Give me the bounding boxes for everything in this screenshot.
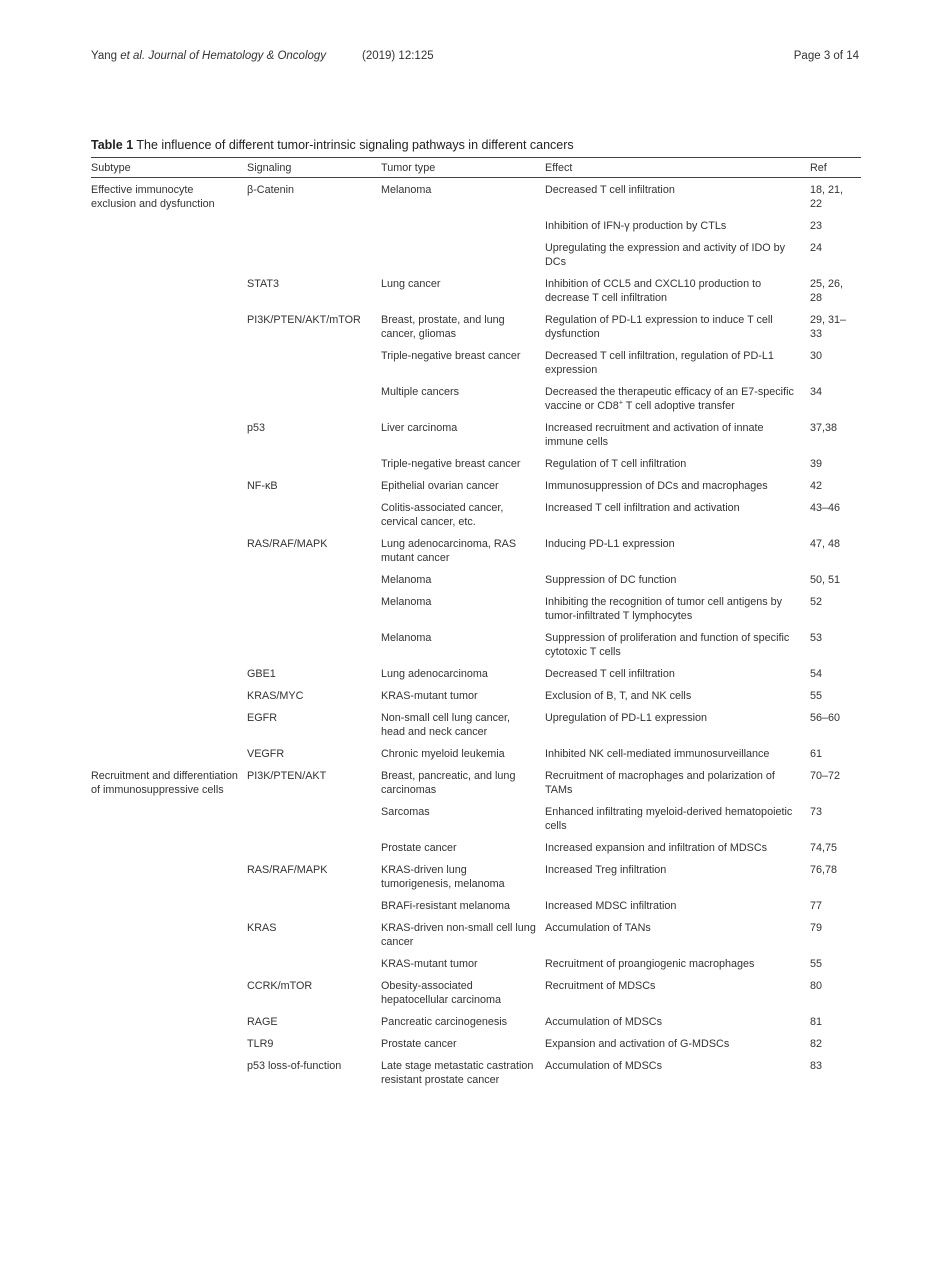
- cell-tumor-type: KRAS-driven non-small cell lung cancer: [381, 922, 536, 948]
- cell-tumor-type: BRAFi-resistant melanoma: [381, 900, 511, 912]
- table-row: [91, 685, 861, 707]
- cell-effect: Immunosuppression of DCs and macrophages: [545, 480, 768, 492]
- cell-ref: 37,38: [810, 422, 838, 434]
- cell-subtype: Effective immunocyte exclusion and dysfunction: [91, 184, 215, 210]
- cell-effect: Inhibiting the recognition of tumor cell antigens by tumor-infiltrated T lymphocytes: [545, 596, 783, 622]
- cell-ref: 52: [810, 596, 823, 608]
- table-row: [91, 917, 861, 953]
- cell-tumor-type: Sarcomas: [381, 806, 430, 818]
- cell-subtype: [91, 1011, 247, 1033]
- cell-subtype: [91, 685, 247, 707]
- cell-effect: Inhibition of CCL5 and CXCL10 production to decrease T cell infiltration: [545, 278, 762, 304]
- column-header-effect: Effect: [545, 158, 810, 178]
- cell-tumor-type: Triple-negative breast cancer: [381, 458, 521, 470]
- cell-ref: 81: [810, 1016, 823, 1028]
- cell-tumor-type: Melanoma: [381, 184, 432, 196]
- cell-subtype: [91, 381, 247, 417]
- cell-ref: 55: [810, 958, 823, 970]
- cell-tumor-type: Obesity-associated hepatocellular carcinoma: [381, 980, 502, 1006]
- cell-ref: 42: [810, 480, 823, 492]
- cell-effect: Inhibited NK cell-mediated immunosurveillance: [545, 748, 770, 760]
- cell-effect: Recruitment of proangiogenic macrophages: [545, 958, 755, 970]
- cell-effect: Recruitment of macrophages and polarization of TAMs: [545, 770, 775, 796]
- cell-signaling: STAT3: [247, 278, 279, 290]
- table-row: [91, 453, 861, 475]
- cell-effect: Recruitment of MDSCs: [545, 980, 656, 992]
- table-row: [91, 765, 861, 801]
- cell-ref: 30: [810, 350, 823, 362]
- table-row: [91, 591, 861, 627]
- cell-signaling: [247, 215, 381, 237]
- table-row: [91, 569, 861, 591]
- cell-ref: 53: [810, 632, 823, 644]
- table-row: [91, 381, 861, 417]
- cell-subtype: [91, 917, 247, 953]
- cell-signaling: KRAS/MYC: [247, 690, 304, 702]
- cell-signaling: CCRK/mTOR: [247, 980, 313, 992]
- cell-effect: Increased T cell infiltration and activation: [545, 502, 740, 514]
- table-body: [91, 178, 861, 1092]
- cell-signaling: [247, 237, 381, 273]
- cell-signaling: EGFR: [247, 712, 277, 724]
- table-row: [91, 273, 861, 309]
- table-row: [91, 837, 861, 859]
- cell-subtype: [91, 859, 247, 895]
- table-row: [91, 309, 861, 345]
- cell-subtype: [91, 273, 247, 309]
- cell-subtype: [91, 975, 247, 1011]
- cell-effect: Inducing PD-L1 expression: [545, 538, 675, 550]
- cell-ref: 77: [810, 900, 823, 912]
- cell-subtype: [91, 533, 247, 569]
- table-row: [91, 663, 861, 685]
- cell-effect: Decreased T cell infiltration: [545, 184, 675, 196]
- cell-subtype: [91, 237, 247, 273]
- cell-effect: Regulation of PD-L1 expression to induce T cell dysfunction: [545, 314, 773, 340]
- cell-signaling: PI3K/PTEN/AKT: [247, 770, 327, 782]
- cell-subtype: [91, 837, 247, 859]
- cell-subtype: [91, 627, 247, 663]
- cell-ref: 34: [810, 386, 823, 398]
- table-row: [91, 801, 861, 837]
- cell-ref: 18, 21, 22: [810, 184, 844, 210]
- cell-tumor-type: Lung adenocarcinoma: [381, 668, 488, 680]
- cell-signaling: VEGFR: [247, 748, 285, 760]
- cell-subtype: [91, 895, 247, 917]
- cell-subtype: [91, 497, 247, 533]
- cell-ref: 80: [810, 980, 823, 992]
- cell-effect: Expansion and activation of G-MDSCs: [545, 1038, 730, 1050]
- table-row: [91, 895, 861, 917]
- cell-effect: Accumulation of MDSCs: [545, 1060, 663, 1072]
- cell-signaling: [247, 497, 381, 533]
- cell-ref: 39: [810, 458, 823, 470]
- table-row: [91, 417, 861, 453]
- cell-tumor-type: Lung cancer: [381, 278, 441, 290]
- cell-ref: 76,78: [810, 864, 838, 876]
- cell-tumor-type: Melanoma: [381, 632, 432, 644]
- column-header-signaling: Signaling: [247, 158, 381, 178]
- cell-effect: Increased Treg infiltration: [545, 864, 667, 876]
- cell-tumor-type: Non-small cell lung cancer, head and neck cancer: [381, 712, 511, 738]
- data-table: [91, 157, 861, 1091]
- cell-ref: 23: [810, 220, 823, 232]
- cell-effect: Decreased the therapeutic efficacy of an E7-specific vaccine or CD8+ T cell adoptive transfer: [545, 386, 794, 412]
- cell-subtype: [91, 953, 247, 975]
- cell-ref: 82: [810, 1038, 823, 1050]
- table-row: [91, 533, 861, 569]
- table-row: [91, 707, 861, 743]
- column-header-tumor-type: Tumor type: [381, 158, 545, 178]
- cell-subtype: [91, 801, 247, 837]
- cell-subtype: [91, 417, 247, 453]
- cell-tumor-type: Late stage metastatic castration resistant prostate cancer: [381, 1060, 534, 1086]
- cell-ref: 55: [810, 690, 823, 702]
- cell-subtype: [91, 475, 247, 497]
- cell-signaling: [247, 591, 381, 627]
- cell-signaling: RAS/RAF/MAPK: [247, 864, 328, 876]
- cell-ref: 73: [810, 806, 823, 818]
- cell-signaling: [247, 801, 381, 837]
- table-row: [91, 497, 861, 533]
- cell-effect: Accumulation of TANs: [545, 922, 651, 934]
- cell-subtype: [91, 1033, 247, 1055]
- cell-subtype: [91, 309, 247, 345]
- cell-tumor-type: Prostate cancer: [381, 1038, 457, 1050]
- cell-subtype: [91, 663, 247, 685]
- cell-tumor-type: Lung adenocarcinoma, RAS mutant cancer: [381, 538, 517, 564]
- cell-tumor-type: Pancreatic carcinogenesis: [381, 1016, 508, 1028]
- cell-ref: 54: [810, 668, 823, 680]
- cell-tumor-type: Epithelial ovarian cancer: [381, 480, 499, 492]
- cell-signaling: GBE1: [247, 668, 276, 680]
- cell-effect: Upregulating the expression and activity of IDO by DCs: [545, 242, 786, 268]
- cell-tumor-type: KRAS-mutant tumor: [381, 690, 478, 702]
- cell-ref: 74,75: [810, 842, 838, 854]
- cell-subtype: [91, 569, 247, 591]
- cell-ref: 79: [810, 922, 823, 934]
- cell-signaling: [247, 627, 381, 663]
- page-number: Page 3 of 14: [793, 50, 859, 62]
- cell-ref: 25, 26, 28: [810, 278, 844, 304]
- cell-subtype: [91, 215, 247, 237]
- table-caption-text: The influence of different tumor-intrinsic signaling pathways in different cancers: [133, 138, 574, 152]
- cell-subtype: [91, 591, 247, 627]
- cell-signaling: [247, 895, 381, 917]
- table-row: [91, 859, 861, 895]
- table-row: [91, 953, 861, 975]
- cell-tumor-type: Breast, prostate, and lung cancer, gliomas: [381, 314, 505, 340]
- cell-signaling: PI3K/PTEN/AKT/mTOR: [247, 314, 361, 326]
- cell-tumor-type: Melanoma: [381, 596, 432, 608]
- cell-tumor-type: Melanoma: [381, 574, 432, 586]
- table-row: [91, 1011, 861, 1033]
- cell-signaling: NF-κB: [247, 480, 278, 492]
- cell-subtype: [91, 345, 247, 381]
- cell-effect: Increased expansion and infiltration of MDSCs: [545, 842, 768, 854]
- cell-ref: 43–46: [810, 502, 841, 514]
- column-header-subtype: Subtype: [91, 158, 247, 178]
- cell-effect: Decreased T cell infiltration: [545, 668, 675, 680]
- cell-signaling: TLR9: [247, 1038, 274, 1050]
- cell-effect: Decreased T cell infiltration, regulation of PD-L1 expression: [545, 350, 774, 376]
- cell-signaling: [247, 453, 381, 475]
- cell-subtype: [91, 453, 247, 475]
- column-header-ref: Ref: [810, 158, 861, 178]
- cell-ref: 83: [810, 1060, 823, 1072]
- table-row: [91, 975, 861, 1011]
- table-label: Table 1: [91, 138, 134, 152]
- cell-signaling: p53 loss-of-function: [247, 1060, 342, 1072]
- cell-effect: Inhibition of IFN-γ production by CTLs: [545, 220, 727, 232]
- cell-ref: 70–72: [810, 770, 841, 782]
- table-row: [91, 743, 861, 765]
- table-row: [91, 345, 861, 381]
- cell-signaling: RAGE: [247, 1016, 278, 1028]
- cell-subtype: [91, 1055, 247, 1091]
- cell-tumor-type: Breast, pancreatic, and lung carcinomas: [381, 770, 516, 796]
- cell-ref: 61: [810, 748, 823, 760]
- table-caption: [91, 138, 574, 152]
- cell-signaling: [247, 345, 381, 381]
- cell-signaling: [247, 953, 381, 975]
- cell-effect: Enhanced infiltrating myeloid-derived hematopoietic cells: [545, 806, 793, 832]
- cell-ref: 47, 48: [810, 538, 841, 550]
- cell-effect: Suppression of DC function: [545, 574, 677, 586]
- cell-ref: 24: [810, 242, 823, 254]
- cell-tumor-type: [381, 215, 545, 237]
- cell-tumor-type: Liver carcinoma: [381, 422, 458, 434]
- cell-effect: Exclusion of B, T, and NK cells: [545, 690, 692, 702]
- table-row: [91, 1055, 861, 1091]
- table-row: [91, 627, 861, 663]
- cell-signaling: p53: [247, 422, 266, 434]
- cell-signaling: β-Catenin: [247, 184, 295, 196]
- cell-tumor-type: Multiple cancers: [381, 386, 460, 398]
- cell-tumor-type: [381, 237, 545, 273]
- table-row: [91, 178, 861, 216]
- cell-signaling: RAS/RAF/MAPK: [247, 538, 328, 550]
- cell-effect: Accumulation of MDSCs: [545, 1016, 663, 1028]
- cell-tumor-type: Prostate cancer: [381, 842, 457, 854]
- cell-tumor-type: Colitis-associated cancer, cervical cancer, etc.: [381, 502, 504, 528]
- journal-citation: Yang et al. Journal of Hematology & Oncology: [91, 50, 327, 62]
- cell-signaling: [247, 569, 381, 591]
- cell-effect: Upregulation of PD-L1 expression: [545, 712, 708, 724]
- table-row: [91, 1033, 861, 1055]
- cell-ref: 50, 51: [810, 574, 841, 586]
- table-row: [91, 475, 861, 497]
- cell-signaling: [247, 837, 381, 859]
- cell-ref: 56–60: [810, 712, 841, 724]
- cell-effect: Suppression of proliferation and function of specific cytotoxic T cells: [545, 632, 790, 658]
- cell-effect: Regulation of T cell infiltration: [545, 458, 687, 470]
- cell-tumor-type: Chronic myeloid leukemia: [381, 748, 505, 760]
- cell-subtype: [91, 707, 247, 743]
- cell-effect: Increased recruitment and activation of innate immune cells: [545, 422, 764, 448]
- cell-effect: Increased MDSC infiltration: [545, 900, 677, 912]
- table-header-row: [91, 158, 861, 178]
- cell-signaling: KRAS: [247, 922, 277, 934]
- volume-info: (2019) 12:125: [362, 50, 434, 62]
- table-row: [91, 237, 861, 273]
- cell-tumor-type: KRAS-driven lung tumorigenesis, melanoma: [381, 864, 505, 890]
- cell-tumor-type: KRAS-mutant tumor: [381, 958, 478, 970]
- cell-subtype: [91, 743, 247, 765]
- cell-tumor-type: Triple-negative breast cancer: [381, 350, 521, 362]
- cell-ref: 29, 31–33: [810, 314, 847, 340]
- cell-signaling: [247, 381, 381, 417]
- cell-subtype: Recruitment and differentiation of immunosuppressive cells: [91, 770, 238, 796]
- table-row: [91, 215, 861, 237]
